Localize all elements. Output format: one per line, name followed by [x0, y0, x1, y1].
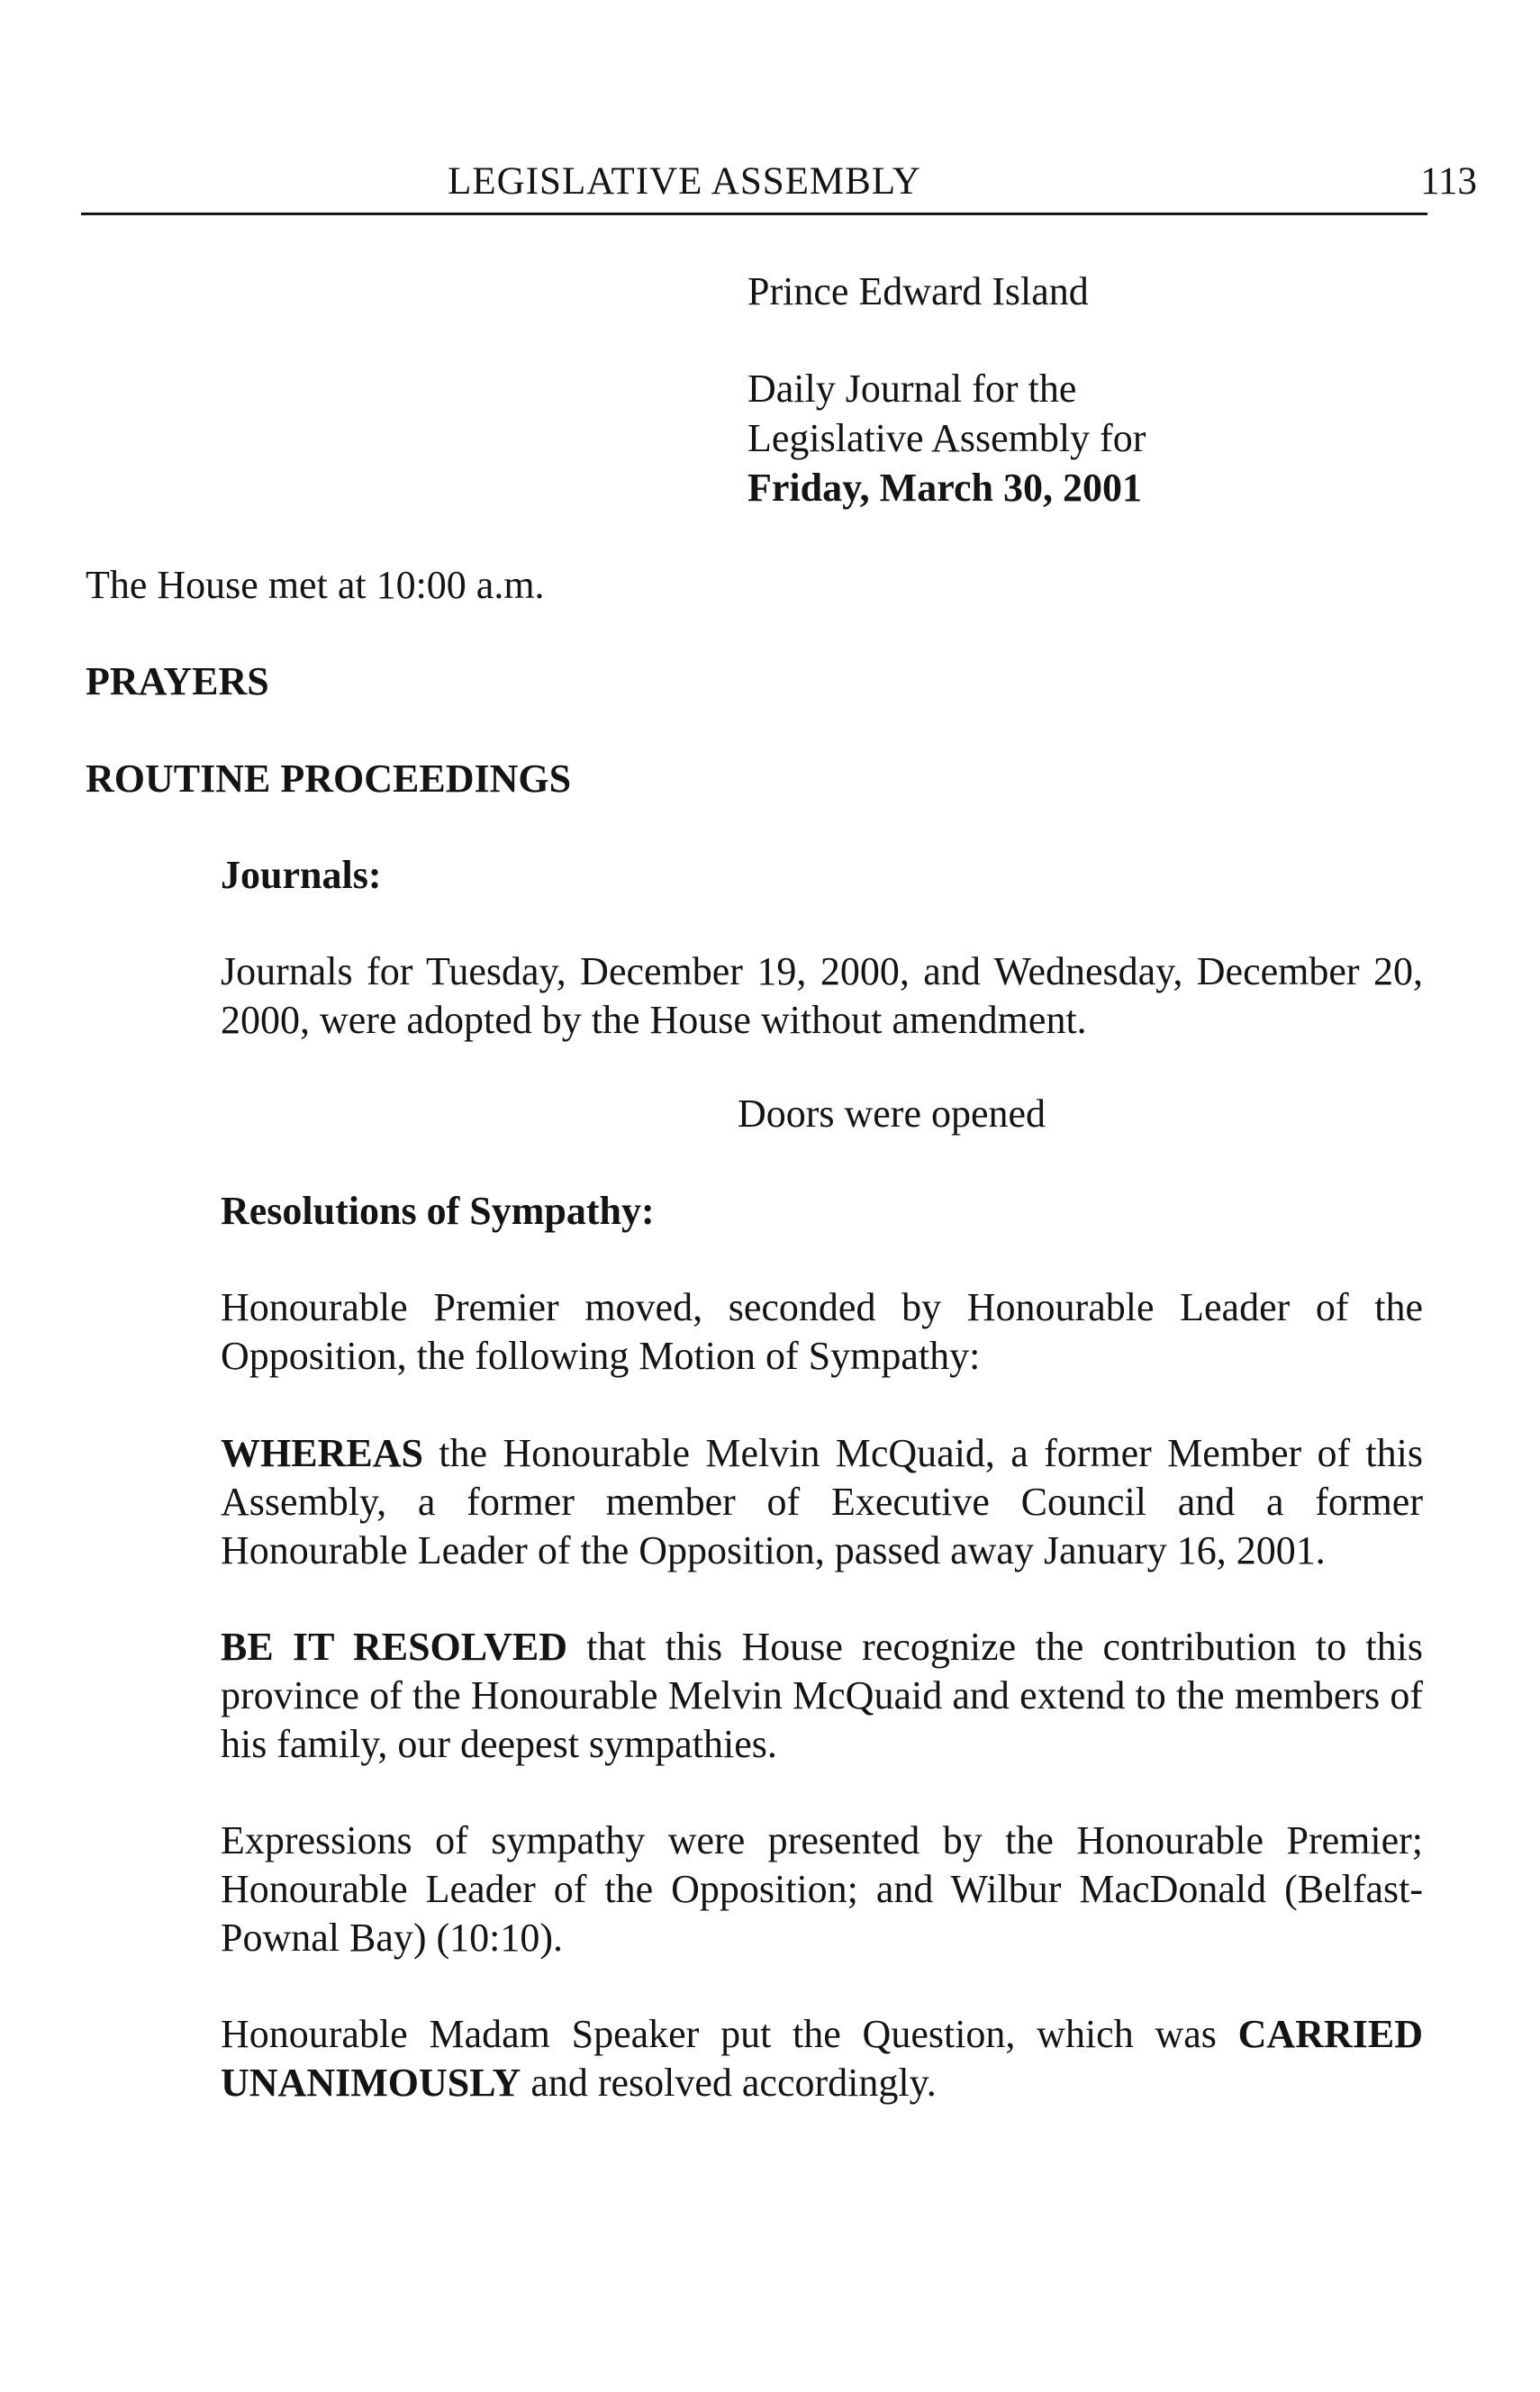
doors-opened-note: Doors were opened: [737, 1092, 1046, 1136]
journals-adopted-paragraph: Journals for Tuesday, December 19, 2000, and Wednesday, December 20, 2000, were adopted by the House without amendment.: [221, 949, 1423, 1042]
prayers-heading: PRAYERS: [86, 659, 269, 703]
province-name: Prince Edward Island: [747, 269, 1089, 313]
whereas-text: the Honourable Melvin McQuaid, a former Member of this Assembly, a former member of Executive Council and a former Honourable Leader of the Opposition, passed away January 16, 2001.: [221, 1431, 1423, 1572]
whereas-lead: WHEREAS: [221, 1431, 423, 1475]
resolved-paragraph: [221, 1623, 1423, 1769]
page-number: 113: [1420, 160, 1477, 203]
house-met-time: The House met at 10:00 a.m.: [86, 563, 545, 607]
journal-title-line-2: Legislative Assembly for: [747, 416, 1146, 460]
journal-date: Friday, March 30, 2001: [747, 466, 1142, 510]
question-paragraph: [221, 2010, 1423, 2107]
journal-title-line-1: Daily Journal for the: [747, 367, 1077, 411]
motion-moved-paragraph: Honourable Premier moved, seconded by Honourable Leader of the Opposition, the following Motion of Sympathy:: [221, 1285, 1423, 1378]
whereas-paragraph: [221, 1429, 1423, 1575]
routine-proceedings-heading: ROUTINE PROCEEDINGS: [86, 757, 572, 801]
resolved-text: that this House recognize the contribution to this province of the Honourable Melvin McQuaid and extend to the members of his family, our deepest sympathies.: [221, 1625, 1423, 1766]
header-rule: [81, 213, 1427, 215]
question-text: Honourable Madam Speaker put the Question, which was: [221, 2012, 1238, 2056]
question-end: and resolved accordingly.: [521, 2061, 937, 2105]
running-header-title: LEGISLATIVE ASSEMBLY: [448, 160, 921, 203]
resolutions-heading: Resolutions of Sympathy:: [221, 1189, 655, 1233]
resolved-lead: BE IT RESOLVED: [221, 1625, 567, 1669]
expressions-paragraph: Expressions of sympathy were presented by the Honourable Premier; Honourable Leader of the Opposition; and Wilbur MacDonald (Belfast-Pownal Bay) (10:10).: [221, 1818, 1423, 1960]
journals-heading: Journals:: [221, 853, 382, 897]
carried-unanimously: CARRIED UNANIMOUSLY: [221, 2012, 1423, 2105]
